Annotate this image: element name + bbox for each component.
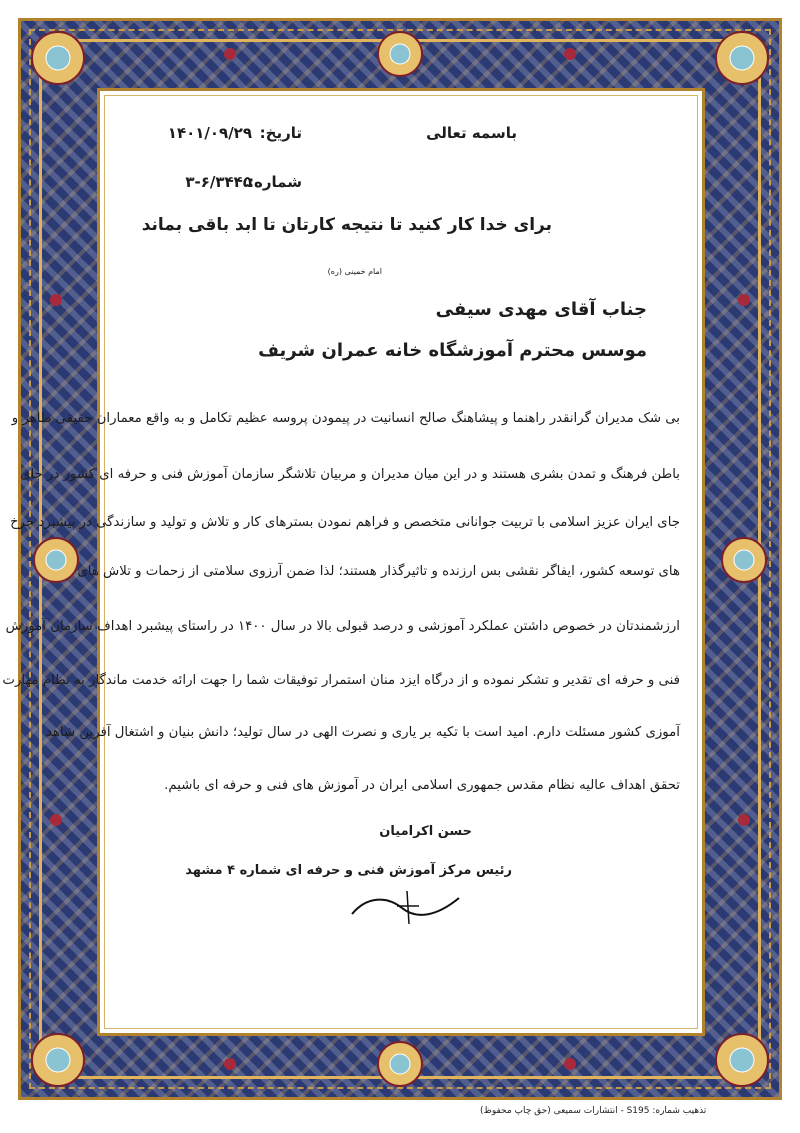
addressee-title: موسس محترم آموزشگاه خانه عمران شریف <box>258 340 647 361</box>
body-line: باطن فرهنگ و تمدن بشری هستند و در این میان مدیران و مربیان تلاشگر سازمان آموزش فنی و حرفه ای کشور در جای <box>20 467 680 482</box>
motto-attribution: امام خمینی (ره) <box>327 267 382 276</box>
number-label: شماره: <box>248 173 302 191</box>
date-label: تاریخ: <box>259 124 302 142</box>
body-line: ارزشمندتان در خصوص داشتن عملکرد آموزشی و درصد قبولی بالا در سال ۱۴۰۰ در راستای پیشبرد اهداف سازمان آموزش <box>5 619 680 634</box>
invocation: باسمه تعالی <box>426 124 517 142</box>
addressee-name: جناب آقای مهدی سیفی <box>435 299 647 320</box>
letter-body-area <box>2 88 705 1036</box>
handwritten-signature-icon <box>347 886 467 926</box>
body-line: های توسعه کشور، ایفاگر نقشی بس ارزنده و تاثیرگذار هستند؛ لذا ضمن آرزوی سلامتی از زحمات و تلاش های <box>77 564 680 579</box>
date-value: ۱۴۰۱/۰۹/۲۹ <box>167 124 252 142</box>
body-line: بی شک مدیران گرانقدر راهنما و پیشاهنگ صالح انسانیت در پیمودن پروسه عظیم تکامل و به واقع معماران حقیقی ظاهر و <box>11 411 680 426</box>
body-line: جای ایران عزیز اسلامی با تربیت جوانانی متخصص و فراهم نمودن بسترهای کار و تلاش و تولید و سازندگی در پیشبرد چرخ <box>10 515 680 530</box>
publisher-footer: تذهیب شماره: S195 - انتشارات سمیعی (حق چاپ محفوظ) <box>480 1106 707 1116</box>
motto: برای خدا کار کنید تا نتیجه کارتان تا ابد باقی بماند <box>141 215 552 235</box>
body-line: فنی و حرفه ای تقدیر و تشکر نموده و از درگاه ایزد منان استمرار توفیقات شما را جهت ارائه خدمت ماندگار به نظام مهارت <box>2 673 680 688</box>
number-value: ۳-۶/۳۴۴۵ <box>185 173 252 191</box>
body-line: آموزی کشور مسئلت دارم. امید است با تکیه بر یاری و نصرت الهی در سال تولید؛ دانش بنیان و اشتغال آفرین شاهد <box>45 725 680 740</box>
signatory-name: حسن اکرامیان <box>379 824 472 839</box>
body-line: تحقق اهداف عالیه نظام مقدس جمهوری اسلامی ایران در آموزش های فنی و حرفه ای باشیم. <box>164 778 680 793</box>
signatory-title: رئیس مرکز آموزش فنی و حرفه ای شماره ۴ مشهد <box>185 863 512 878</box>
